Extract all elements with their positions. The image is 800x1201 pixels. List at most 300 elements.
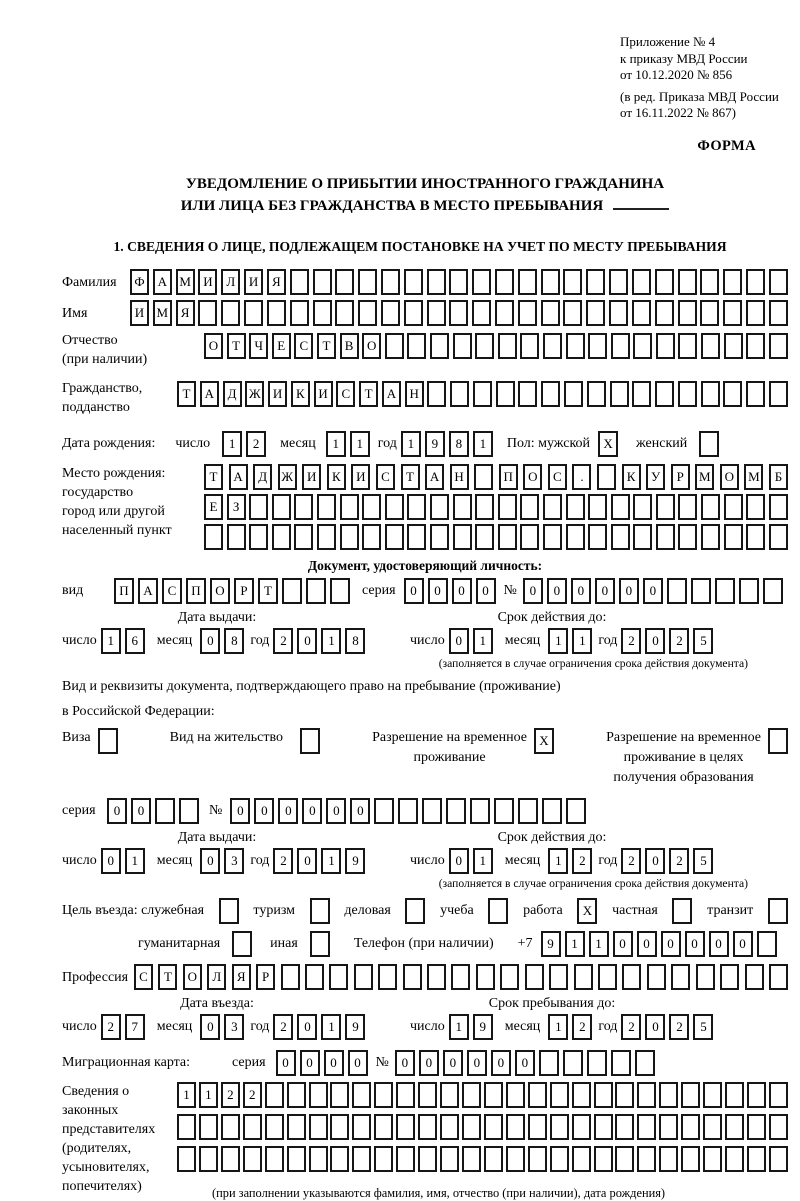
char-box [300,728,320,754]
char-box [539,1050,559,1076]
char-box [550,1082,569,1108]
char-box: 1 [548,848,568,874]
char-box: 5 [693,848,713,874]
char-box: 0 [643,578,663,604]
char-box: С [336,381,355,407]
sex-male-label: Пол: мужской [506,435,591,451]
char-box [746,524,765,550]
char-box: Т [158,964,177,990]
char-box [440,1082,459,1108]
char-box [586,269,605,295]
residence-doc-series-row [62,798,788,824]
char-box [566,494,585,520]
char-box [352,1082,371,1108]
char-box [541,269,560,295]
char-box [678,300,697,326]
char-box: Р [234,578,254,604]
char-box: Р [671,464,690,490]
char-box: 0 [131,798,151,824]
char-box: Д [253,464,272,490]
validity-note: (заполняется в случае ограничения срока действия документа) [438,876,748,890]
char-box [449,269,468,295]
char-box [430,524,449,550]
char-box: О [523,464,542,490]
char-box: 9 [345,848,365,874]
char-box: X [577,898,597,924]
char-box: 2 [273,1014,293,1040]
char-box [724,524,743,550]
purpose-humanitarian-label: гуманитарная [138,935,221,951]
char-box: 8 [449,431,469,457]
title-blank-underline [613,208,669,210]
char-box [403,964,422,990]
char-box [656,333,675,359]
char-box: 0 [428,578,448,604]
entry-day-boxes [101,1014,145,1040]
char-box [495,300,514,326]
char-box [404,300,423,326]
char-box [528,1114,547,1140]
year-label: год [598,632,618,648]
res-issue-date-header: Дата выдачи: [177,829,257,845]
char-box: М [153,300,172,326]
char-box [310,931,330,957]
char-box [427,300,446,326]
char-box: П [499,464,518,490]
month-label: месяц [504,1018,541,1034]
char-box [396,1082,415,1108]
year-label: год [598,1018,618,1034]
char-box: 0 [276,1050,296,1076]
char-box [633,524,652,550]
char-box: Т [258,578,278,604]
res-issue-year-boxes [273,848,365,874]
char-box: 1 [177,1082,196,1108]
char-box: 0 [348,1050,368,1076]
char-box: 2 [273,848,293,874]
char-box: Т [359,381,378,407]
char-box: П [186,578,206,604]
res-series-label: серия [62,802,96,818]
residence-doc-text-line1: Вид и реквизиты документа, подтверждающего право на пребывание (проживание) [62,678,561,694]
char-box: 0 [449,628,469,654]
char-box [572,1082,591,1108]
char-box [615,1082,634,1108]
char-box: 9 [425,431,445,457]
char-box [462,1146,481,1172]
char-box [496,381,515,407]
birth-place-row3 [204,524,788,550]
form-label: ФОРМА [697,137,756,154]
migration-card-label: Миграционная карта: [62,1054,191,1070]
char-box [378,964,397,990]
purpose-tourism-label: туризм [253,902,296,918]
char-box: 0 [733,931,753,957]
char-box [476,964,495,990]
char-box [453,524,472,550]
char-box [768,728,788,754]
char-box [473,381,492,407]
char-box [528,1146,547,1172]
char-box [418,1082,437,1108]
day-label: число [62,852,97,868]
char-box: Е [272,333,291,359]
char-box [769,1114,788,1140]
purpose-official-label: Цель въезда: служебная [62,902,205,918]
char-box: В [340,333,359,359]
patronymic-label: Отчество (при наличии) [62,332,148,367]
char-box [700,269,719,295]
char-box [440,1114,459,1140]
char-box [330,1114,349,1140]
char-box: И [351,464,370,490]
char-box: 1 [321,848,341,874]
char-box [723,300,742,326]
char-box: Я [232,964,251,990]
char-box: И [314,381,333,407]
char-box [746,300,765,326]
char-box: А [138,578,158,604]
char-box [313,269,332,295]
char-box [374,798,394,824]
char-box [615,1114,634,1140]
birth-place-label: Место рождения: государство город или другой населенный пункт [62,465,172,538]
guardians-row1 [177,1082,788,1108]
char-box [525,964,544,990]
entry-dates-row [62,1014,788,1040]
char-box: 0 [395,1050,415,1076]
char-box [632,269,651,295]
char-box: И [198,269,217,295]
doc-issue-month-boxes [200,628,244,654]
char-box [763,578,783,604]
char-box: . [572,464,591,490]
char-box: Т [317,333,336,359]
char-box [587,381,606,407]
header-line: к приказу МВД России [620,50,748,66]
sex-female-checkbox [699,431,719,457]
header-line: от 10.12.2020 № 856 [620,67,733,82]
char-box: О [204,333,223,359]
char-box [199,1146,218,1172]
char-box [335,269,354,295]
char-box [659,1146,678,1172]
char-box [498,494,517,520]
char-box: 1 [326,431,346,457]
char-box [745,964,764,990]
char-box [310,898,330,924]
char-box: 1 [473,431,493,457]
char-box: К [327,464,346,490]
res-dates-headers [62,830,788,846]
char-box [520,524,539,550]
char-box: О [720,464,739,490]
char-box [520,333,539,359]
mk-series-boxes [276,1050,368,1076]
month-label: месяц [280,435,316,451]
char-box [594,1146,613,1172]
char-box [769,494,788,520]
char-box [672,898,692,924]
char-box [769,524,788,550]
char-box [374,1114,393,1140]
char-box: Ф [130,269,149,295]
char-box: 1 [125,848,145,874]
char-box [609,300,628,326]
char-box [265,1082,284,1108]
char-box: 0 [637,931,657,957]
char-box: 0 [443,1050,463,1076]
day-label: число [410,852,445,868]
char-box: 5 [693,628,713,654]
year-label: год [250,632,270,648]
char-box: Н [450,464,469,490]
char-box [691,578,711,604]
char-box: 3 [224,848,244,874]
char-box: С [548,464,567,490]
char-box [647,964,666,990]
char-box: 0 [595,578,615,604]
char-box [474,464,493,490]
char-box [655,300,674,326]
char-box [305,964,324,990]
char-box: Л [221,269,240,295]
temp-residence-edu-item [606,728,788,788]
char-box: 0 [254,798,274,824]
char-box [498,524,517,550]
char-box: 0 [297,628,317,654]
mk-number-label: № [375,1054,389,1070]
day-label: число [410,1018,445,1034]
char-box [453,333,472,359]
char-box [549,964,568,990]
char-box [352,1114,371,1140]
char-box [177,1114,196,1140]
char-box: 1 [572,628,592,654]
char-box: 0 [200,1014,220,1040]
char-box [594,1082,613,1108]
char-box: 3 [224,1014,244,1040]
char-box [724,494,743,520]
doc-issue-day-boxes [101,628,145,654]
char-box: А [153,269,172,295]
char-box [611,524,630,550]
char-box [715,578,735,604]
char-box: 1 [321,1014,341,1040]
birth-place-row1 [204,464,788,490]
char-box [518,300,537,326]
residence-permit-checkbox [300,728,320,754]
char-box: 2 [621,848,641,874]
phone-label: Телефон (при наличии) [353,935,494,951]
char-box [572,1114,591,1140]
char-box [723,269,742,295]
char-box [309,1114,328,1140]
char-box: 0 [547,578,567,604]
char-box [385,494,404,520]
header-note-line: от 16.11.2022 № 867) [620,105,737,120]
char-box [701,524,720,550]
char-box [635,1050,655,1076]
char-box: 1 [548,1014,568,1040]
char-box: 0 [467,1050,487,1076]
char-box [494,798,514,824]
stay-until-header: Срок пребывания до: [488,995,616,1011]
header-reference [620,34,788,122]
char-box: 0 [200,848,220,874]
char-box: Т [177,381,196,407]
char-box [179,798,199,824]
char-box [265,1114,284,1140]
char-box [427,381,446,407]
char-box: Я [176,300,195,326]
purpose-other-label: иная [270,935,298,951]
temp-residence-checkbox [534,728,554,754]
char-box [563,300,582,326]
surname-label: Фамилия [62,274,117,290]
purpose-work-checkbox [577,898,597,924]
char-box: 0 [452,578,472,604]
char-box [667,578,687,604]
temp-residence-item [372,728,554,768]
entry-purpose-row [62,898,788,924]
char-box [430,494,449,520]
purpose-private-checkbox [672,898,692,924]
char-box [678,524,697,550]
char-box [282,578,302,604]
char-box [317,494,336,520]
char-box [204,524,223,550]
res-valid-month-boxes [548,848,592,874]
char-box [381,300,400,326]
char-box [564,381,583,407]
char-box [287,1082,306,1108]
char-box [484,1082,503,1108]
char-box [769,381,788,407]
char-box [615,1146,634,1172]
char-box [340,494,359,520]
validity-note: (заполняется в случае ограничения срока действия документа) [438,656,748,670]
char-box [678,494,697,520]
char-box [313,300,332,326]
month-label: месяц [156,1018,193,1034]
month-label: месяц [156,852,193,868]
day-label: число [62,1018,97,1034]
res-valid-until-header: Срок действия до: [497,829,607,845]
char-box: 2 [221,1082,240,1108]
char-box [488,898,508,924]
char-box [768,898,788,924]
char-box [317,524,336,550]
char-box: Р [256,964,275,990]
char-box [632,300,651,326]
birth-year-boxes [401,431,493,457]
guardians-row2 [177,1114,788,1140]
char-box [506,1146,525,1172]
char-box [475,333,494,359]
char-box [632,381,651,407]
char-box [746,269,765,295]
char-box [199,1114,218,1140]
char-box [588,333,607,359]
char-box [484,1146,503,1172]
doc-series-label: серия [362,582,396,598]
char-box [769,300,788,326]
char-box [550,1114,569,1140]
char-box: 0 [300,1050,320,1076]
char-box [572,1146,591,1172]
char-box: 9 [345,1014,365,1040]
char-box [475,524,494,550]
char-box: 0 [645,628,665,654]
char-box [462,1082,481,1108]
char-box [541,300,560,326]
char-box: Т [204,464,223,490]
char-box [700,300,719,326]
char-box [265,1146,284,1172]
profession-boxes [134,964,788,990]
char-box [381,269,400,295]
form-title [62,173,788,217]
char-box: А [425,464,444,490]
char-box [747,1082,766,1108]
char-box: М [695,464,714,490]
char-box [221,300,240,326]
birth-place-boxes [204,464,788,550]
char-box [659,1082,678,1108]
char-box: 8 [345,628,365,654]
char-box [655,269,674,295]
temp-residence-label: Разрешение на временное проживание [372,729,527,765]
entry-date-header: Дата въезда: [180,995,254,1011]
doc-number-boxes [523,578,783,604]
surname-boxes [130,269,788,295]
migration-card-row [62,1050,788,1076]
doc-type-boxes [114,578,350,604]
patronymic-boxes [204,333,788,359]
char-box [407,333,426,359]
char-box [720,964,739,990]
char-box [597,464,616,490]
char-box [518,381,537,407]
entry-month-boxes [200,1014,244,1040]
char-box [219,898,239,924]
char-box [405,898,425,924]
char-box [374,1082,393,1108]
purpose-transit-checkbox [768,898,788,924]
mk-number-boxes [395,1050,655,1076]
char-box [340,524,359,550]
char-box: Т [227,333,246,359]
char-box [566,798,586,824]
char-box [352,1146,371,1172]
char-box: 7 [125,1014,145,1040]
char-box: 0 [645,1014,665,1040]
char-box [769,1082,788,1108]
char-box: 2 [243,1082,262,1108]
purpose-private-label: частная [612,902,658,918]
char-box: 1 [473,848,493,874]
header-note-line: (в ред. Приказа МВД России [620,88,779,104]
char-box [739,578,759,604]
char-box: 9 [473,1014,493,1040]
visa-checkbox [98,728,118,754]
char-box [155,798,175,824]
citizenship-boxes [177,381,788,407]
char-box [470,798,490,824]
char-box: Л [207,964,226,990]
char-box [701,494,720,520]
